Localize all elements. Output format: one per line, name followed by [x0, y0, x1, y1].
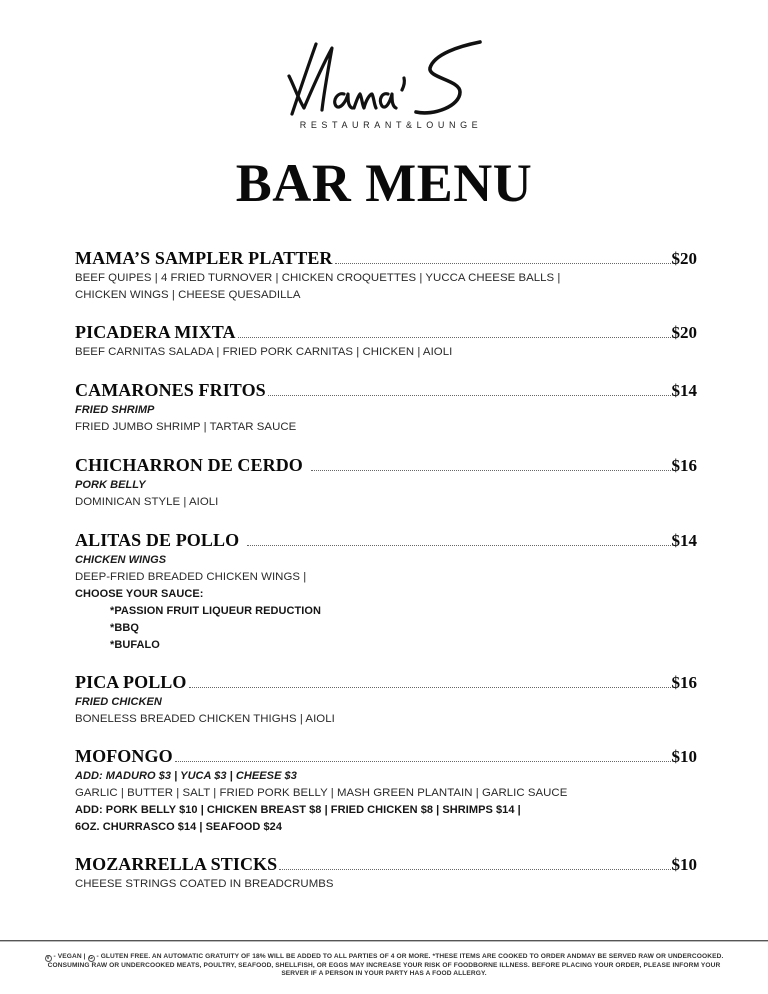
menu-item: [75, 380, 697, 436]
mamas-script-logo-icon: [284, 36, 484, 118]
item-subtitle: PORK BELLY: [75, 479, 146, 491]
vegan-icon: V: [46, 955, 50, 961]
item-description: BEEF QUIPES | 4 FRIED TURNOVER | CHICKEN CROQUETTES | YUCCA CHEESE BALLS |: [75, 272, 561, 284]
item-price: $14: [671, 531, 697, 550]
sauce-label: CHOOSE YOUR SAUCE:: [75, 588, 204, 600]
sauce-option: *BBQ: [110, 622, 139, 634]
item-description: CHEESE STRINGS COATED IN BREADCRUMBS: [75, 878, 334, 890]
dot-leader: [175, 761, 671, 762]
vegan-label: - VEGAN |: [51, 953, 88, 960]
item-description: FRIED JUMBO SHRIMP | TARTAR SAUCE: [75, 421, 297, 433]
item-price: $20: [671, 249, 697, 268]
menu-item: [75, 530, 697, 654]
item-description: DEEP-FRIED BREADED CHICKEN WINGS |: [75, 571, 307, 583]
item-description: GARLIC | BUTTER | SALT | FRIED PORK BELLY | MASH GREEN PLANTAIN | GARLIC SAUCE: [75, 787, 568, 799]
dot-leader: [335, 263, 671, 264]
dot-leader: [247, 545, 670, 546]
item-subtitle: ADD: MADURO $3 | YUCA $3 | CHEESE $3: [75, 770, 297, 782]
item-name: CAMARONES FRITOS: [75, 380, 266, 400]
item-name: PICADERA MIXTA: [75, 322, 236, 342]
item-name: MAMA’S SAMPLER PLATTER: [75, 248, 333, 268]
footer-line-3: SERVER IF A PERSON IN YOUR PARTY HAS A FOOD ALLERGY.: [281, 970, 487, 977]
item-subtitle: CHICKEN WINGS: [75, 554, 167, 566]
footer-line-2: CONSUMING RAW OR UNDERCOOKED MEATS, POULTRY, SEAFOOD, SHELLFISH, OR EGGS MAY INCREASE YOUR RISK OF FOODBORNE ILLNESS. BEFORE PLACING YOUR ORDER, PLEASE INFORM YOUR: [47, 962, 721, 969]
page-title: BAR MENU: [235, 153, 533, 213]
item-name: MOZARRELLA STICKS: [75, 854, 278, 874]
sauce-option: *BUFALO: [110, 639, 160, 651]
menu-item: [75, 746, 697, 836]
item-description: CHICKEN WINGS | CHEESE QUESADILLA: [75, 289, 301, 301]
item-description: BONELESS BREADED CHICKEN THIGHS | AIOLI: [75, 713, 335, 725]
item-price: $14: [671, 381, 697, 400]
dot-leader: [268, 395, 671, 396]
item-subtitle: FRIED SHRIMP: [75, 404, 155, 416]
item-subtitle: FRIED CHICKEN: [75, 696, 162, 708]
restaurant-logo: [270, 36, 500, 136]
dot-leader: [238, 337, 671, 338]
item-price: $10: [671, 855, 697, 874]
menu-item: [75, 248, 697, 304]
logo-subtitle: RESTAURANT&LOUNGE: [299, 120, 483, 130]
item-price: $16: [671, 456, 697, 475]
footer-divider: [0, 940, 768, 942]
item-price: $20: [671, 323, 697, 342]
footer-line-1: [20, 953, 748, 962]
menu-item: [75, 672, 697, 728]
item-addons: ADD: PORK BELLY $10 | CHICKEN BREAST $8 | FRIED CHICKEN $8 | SHRIMPS $14 |: [75, 804, 521, 816]
item-addons: 6OZ. CHURRASCO $14 | SEAFOOD $24: [75, 821, 283, 833]
item-price: $10: [671, 747, 697, 766]
footer-disclaimer: [20, 953, 748, 978]
dot-leader: [189, 687, 671, 688]
gluten-free-icon: G: [89, 955, 94, 961]
footer-text: - GLUTEN FREE. AN AUTOMATIC GRATUITY OF 18% WILL BE ADDED TO ALL PARTIES OF 4 OR MORE. *THESE ITEMS ARE COOKED TO ORDER ANDMAY BE SERVED RAW OR UNDERCOOKED.: [94, 953, 724, 960]
menu-item: [75, 322, 697, 361]
menu-item: [75, 455, 697, 511]
item-description: DOMINICAN STYLE | AIOLI: [75, 496, 219, 508]
dot-leader: [279, 869, 670, 870]
item-name: ALITAS DE POLLO: [75, 530, 240, 550]
item-name: PICA POLLO: [75, 672, 187, 692]
item-price: $16: [671, 673, 697, 692]
item-description: BEEF CARNITAS SALADA | FRIED PORK CARNITAS | CHICKEN | AIOLI: [75, 346, 453, 358]
menu-item: [75, 854, 697, 893]
dot-leader: [311, 470, 671, 471]
item-name: MOFONGO: [75, 746, 173, 766]
sauce-option: *PASSION FRUIT LIQUEUR REDUCTION: [110, 605, 322, 617]
item-name: CHICHARRON DE CERDO: [75, 455, 303, 475]
